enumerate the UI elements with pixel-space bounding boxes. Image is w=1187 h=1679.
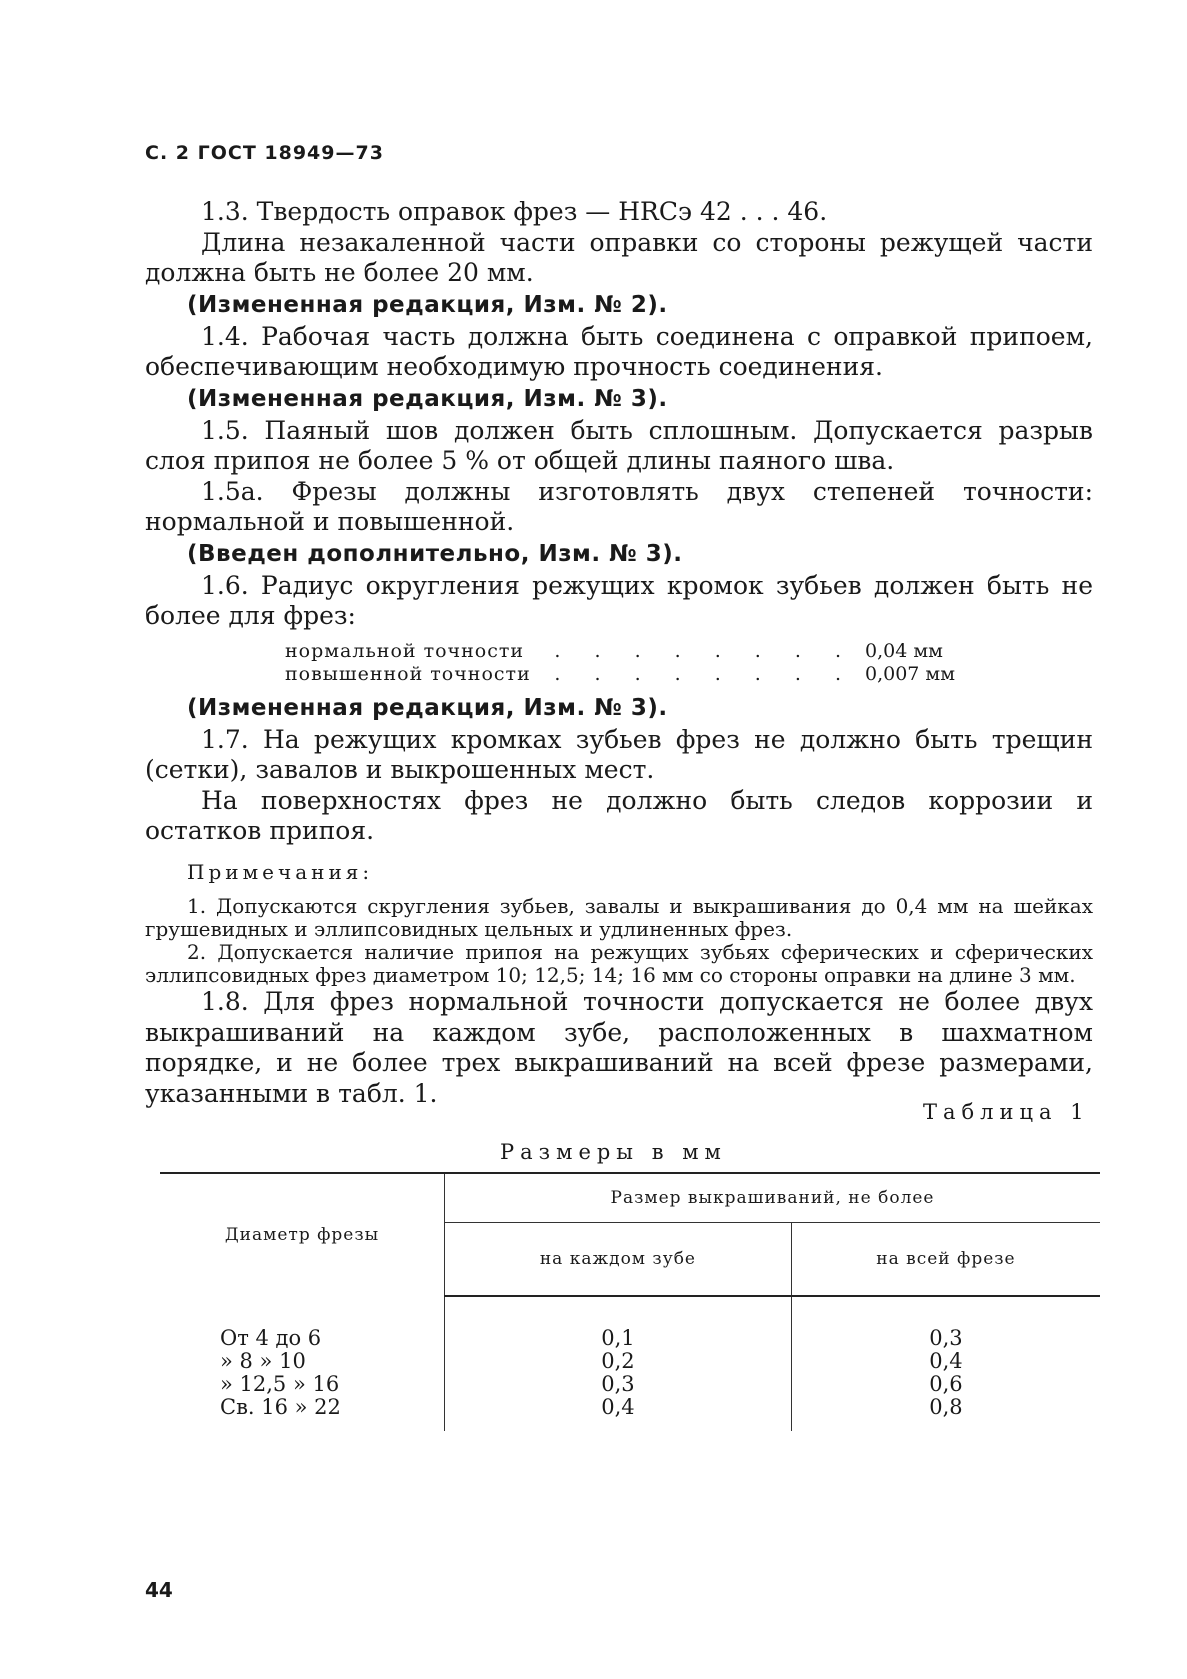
para-1-5: 1.5. Паяный шов должен быть сплошным. Допускается разрыв слоя припоя не более 5 % от общей длины паяного шва. [145,415,1093,475]
tolerance-list [285,640,985,686]
header-each-tooth: на каждом зубе [445,1223,792,1297]
change-note-1-4: (Измененная редакция, Изм. № 3). [187,385,668,412]
cell-diameter: Св. 16 » 22 [160,1396,445,1431]
table-units: Размеры в мм [500,1140,727,1164]
cell-whole-cutter: 0,3 [929,1326,963,1350]
page-number: 44 [145,1578,173,1602]
para-1-3-length: Длина незакаленной части оправки со стороны режущей части должна быть не более 20 мм. [145,227,1093,287]
page-header: С. 2 ГОСТ 18949—73 [145,142,384,164]
table-row [160,1396,1100,1431]
cell-diameter: » 8 » 10 [160,1350,445,1373]
notes-title: Примечания: [187,859,374,884]
para-1-5a: 1.5а. Фрезы должны изготовлять двух степеней точности: нормальной и повышенной. [145,476,1093,536]
tolerance-label: нормальной точности [285,639,525,662]
cell-diameter: » 12,5 » 16 [160,1373,445,1396]
cell-each-tooth: 0,3 [445,1373,792,1396]
tolerance-value: 0,007 мм [865,662,955,685]
header-whole-cutter: на всей фрезе [791,1223,1100,1297]
change-note-1-3: (Измененная редакция, Изм. № 2). [187,291,668,318]
change-note-1-5a: (Введен дополнительно, Изм. № 3). [187,540,683,567]
note-2: 2. Допускается наличие припоя на режущих зубьях сферических и сферических эллипсовидных фрез диаметром 10; 12,5; 14; 16 мм со стороны оправки на длине 3 мм. [145,940,1093,987]
cell-each-tooth: 0,4 [445,1396,792,1431]
para-1-4: 1.4. Рабочая часть должна быть соединена с оправкой припоем, обеспечивающим необходимую прочность соединения. [145,321,1093,381]
para-1-3: 1.3. Твердость оправок фрез — HRCэ 42 . . . 46. [201,197,828,226]
tolerance-row-normal [285,640,985,663]
para-1-8: 1.8. Для фрез нормальной точности допускается не более двух выкрашиваний на каждом зубе, расположенных в шахматном порядке, и не более трех выкрашиваний на всей фрезе размерами, указанными в табл. 1. [145,987,1093,1108]
tolerance-row-increased [285,663,985,686]
cell-whole-cutter: 0,4 [929,1349,963,1373]
table-row [160,1296,1100,1350]
cell-diameter: От 4 до 6 [160,1296,445,1350]
cell-whole-cutter: 0,8 [929,1395,963,1419]
header-diameter: Диаметр фрезы [160,1173,445,1296]
body-text [145,197,1093,1109]
table-row [160,1373,1100,1396]
table-caption: Таблица 1 [923,1100,1090,1124]
tolerance-label: повышенной точности [285,662,531,685]
cell-each-tooth: 0,2 [445,1350,792,1373]
para-1-6: 1.6. Радиус округления режущих кромок зубьев должен быть не более для фрез: [145,570,1093,630]
cell-whole-cutter: 0,6 [929,1372,963,1396]
note-1: 1. Допускаются скругления зубьев, завалы и выкрашивания до 0,4 мм на шейках грушевидных и эллипсовидных цельных и удлиненных фрез. [145,894,1093,941]
table-chipping-sizes [160,1172,1100,1431]
leader-dots: . . . . . . . . [554,662,855,685]
cell-each-tooth: 0,1 [445,1296,792,1350]
table-row [160,1350,1100,1373]
leader-dots: . . . . . . . . [554,639,855,662]
tolerance-value: 0,04 мм [865,639,943,662]
para-1-7-surfaces: На поверхностях фрез не должно быть следов коррозии и остатков припоя. [145,785,1093,845]
header-chipping-size: Размер выкрашиваний, не более [445,1173,1101,1223]
change-note-1-6: (Измененная редакция, Изм. № 3). [187,694,668,721]
para-1-7: 1.7. На режущих кромках зубьев фрез не должно быть трещин (сетки), завалов и выкрошенных мест. [145,724,1093,784]
